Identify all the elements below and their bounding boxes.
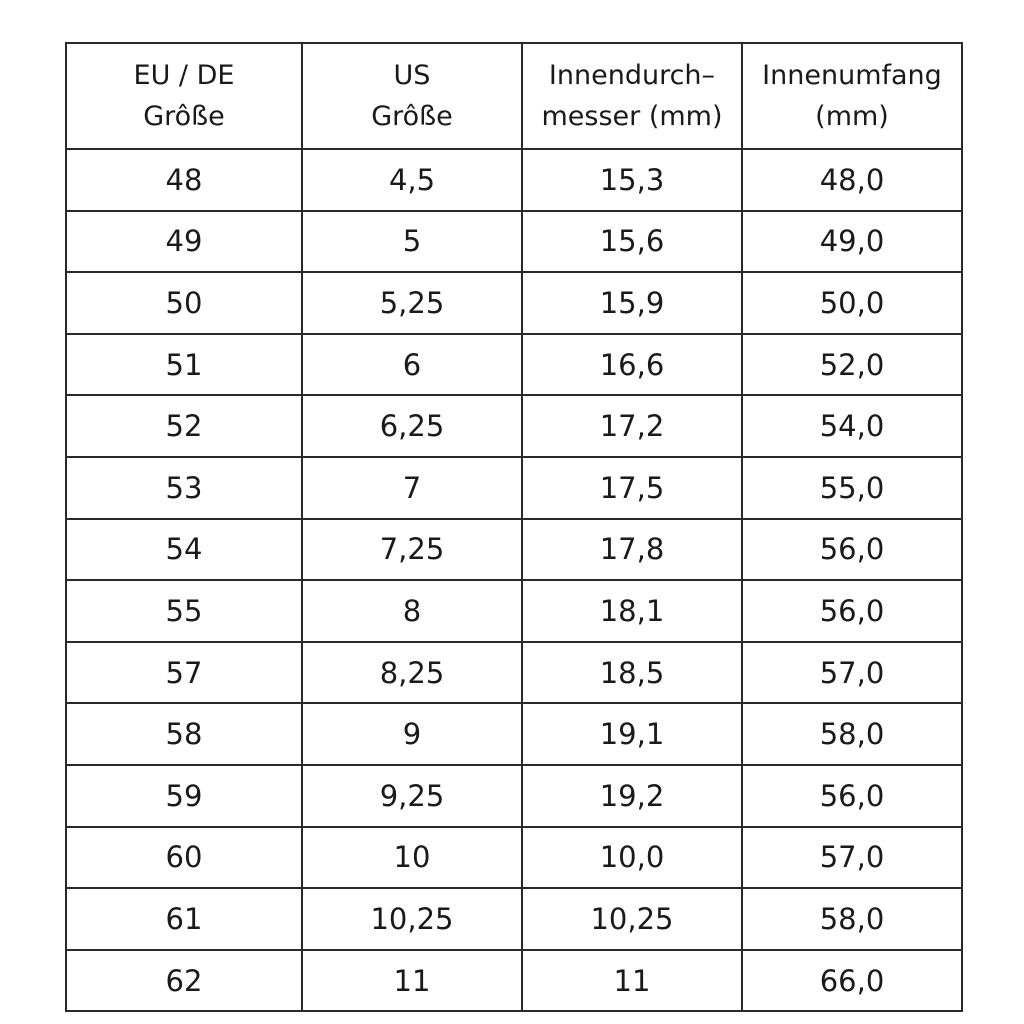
cell-inner-circumference: 66,0: [742, 950, 962, 1012]
header-inner-circumference: [742, 43, 962, 149]
cell-inner-diameter: 15,6: [522, 211, 742, 273]
cell-inner-diameter: 10,0: [522, 827, 742, 889]
table-row: [66, 642, 962, 704]
cell-inner-circumference: 57,0: [742, 827, 962, 889]
cell-us-size: 10,25: [302, 888, 522, 950]
table-row: [66, 149, 962, 211]
cell-eu-de-size: 52: [66, 395, 302, 457]
cell-inner-diameter: 18,1: [522, 580, 742, 642]
cell-inner-diameter: 17,2: [522, 395, 742, 457]
cell-eu-de-size: 50: [66, 272, 302, 334]
cell-inner-circumference: 55,0: [742, 457, 962, 519]
cell-us-size: 5: [302, 211, 522, 273]
cell-eu-de-size: 58: [66, 703, 302, 765]
header-row: [66, 43, 962, 149]
table-row: [66, 272, 962, 334]
cell-eu-de-size: 48: [66, 149, 302, 211]
table-row: [66, 457, 962, 519]
table-row: [66, 765, 962, 827]
header-line: Grôße: [371, 101, 453, 132]
table-row: [66, 334, 962, 396]
cell-inner-circumference: 54,0: [742, 395, 962, 457]
table-row: [66, 519, 962, 581]
cell-inner-circumference: 49,0: [742, 211, 962, 273]
cell-inner-diameter: 16,6: [522, 334, 742, 396]
cell-eu-de-size: 57: [66, 642, 302, 704]
header-line: Grôße: [143, 101, 225, 132]
table-row: [66, 950, 962, 1012]
cell-us-size: 9,25: [302, 765, 522, 827]
cell-us-size: 8,25: [302, 642, 522, 704]
cell-inner-circumference: 48,0: [742, 149, 962, 211]
cell-eu-de-size: 61: [66, 888, 302, 950]
cell-inner-circumference: 56,0: [742, 580, 962, 642]
table-row: [66, 580, 962, 642]
header-line: messer (mm): [541, 101, 723, 132]
cell-inner-circumference: 52,0: [742, 334, 962, 396]
table-body: [66, 149, 962, 1011]
cell-us-size: 6: [302, 334, 522, 396]
table-row: [66, 827, 962, 889]
cell-eu-de-size: 55: [66, 580, 302, 642]
header-inner-diameter: [522, 43, 742, 149]
cell-us-size: 4,5: [302, 149, 522, 211]
header-us-size: [302, 43, 522, 149]
table-row: [66, 888, 962, 950]
cell-inner-circumference: 58,0: [742, 703, 962, 765]
cell-us-size: 8: [302, 580, 522, 642]
cell-eu-de-size: 51: [66, 334, 302, 396]
cell-eu-de-size: 53: [66, 457, 302, 519]
cell-inner-diameter: 19,2: [522, 765, 742, 827]
cell-us-size: 7,25: [302, 519, 522, 581]
cell-eu-de-size: 60: [66, 827, 302, 889]
cell-us-size: 11: [302, 950, 522, 1012]
header-line: (mm): [815, 101, 889, 132]
cell-eu-de-size: 54: [66, 519, 302, 581]
table-row: [66, 395, 962, 457]
header-line: Innenumfang: [762, 60, 942, 91]
cell-inner-circumference: 56,0: [742, 765, 962, 827]
cell-inner-diameter: 19,1: [522, 703, 742, 765]
cell-inner-circumference: 50,0: [742, 272, 962, 334]
cell-inner-diameter: 17,5: [522, 457, 742, 519]
cell-inner-circumference: 58,0: [742, 888, 962, 950]
cell-inner-diameter: 11: [522, 950, 742, 1012]
cell-us-size: 6,25: [302, 395, 522, 457]
cell-inner-diameter: 15,3: [522, 149, 742, 211]
cell-inner-diameter: 17,8: [522, 519, 742, 581]
cell-us-size: 9: [302, 703, 522, 765]
header-eu-de-size: [66, 43, 302, 149]
cell-eu-de-size: 62: [66, 950, 302, 1012]
cell-eu-de-size: 59: [66, 765, 302, 827]
ring-size-table: [65, 42, 963, 1012]
header-line: Innendurch–: [548, 60, 716, 91]
header-line: US: [393, 60, 431, 91]
cell-us-size: 5,25: [302, 272, 522, 334]
cell-inner-diameter: 10,25: [522, 888, 742, 950]
table-header: [66, 43, 962, 149]
cell-us-size: 10: [302, 827, 522, 889]
cell-inner-circumference: 57,0: [742, 642, 962, 704]
table-row: [66, 211, 962, 273]
cell-us-size: 7: [302, 457, 522, 519]
cell-eu-de-size: 49: [66, 211, 302, 273]
cell-inner-diameter: 18,5: [522, 642, 742, 704]
cell-inner-circumference: 56,0: [742, 519, 962, 581]
header-line: EU / DE: [133, 60, 235, 91]
table-row: [66, 703, 962, 765]
cell-inner-diameter: 15,9: [522, 272, 742, 334]
